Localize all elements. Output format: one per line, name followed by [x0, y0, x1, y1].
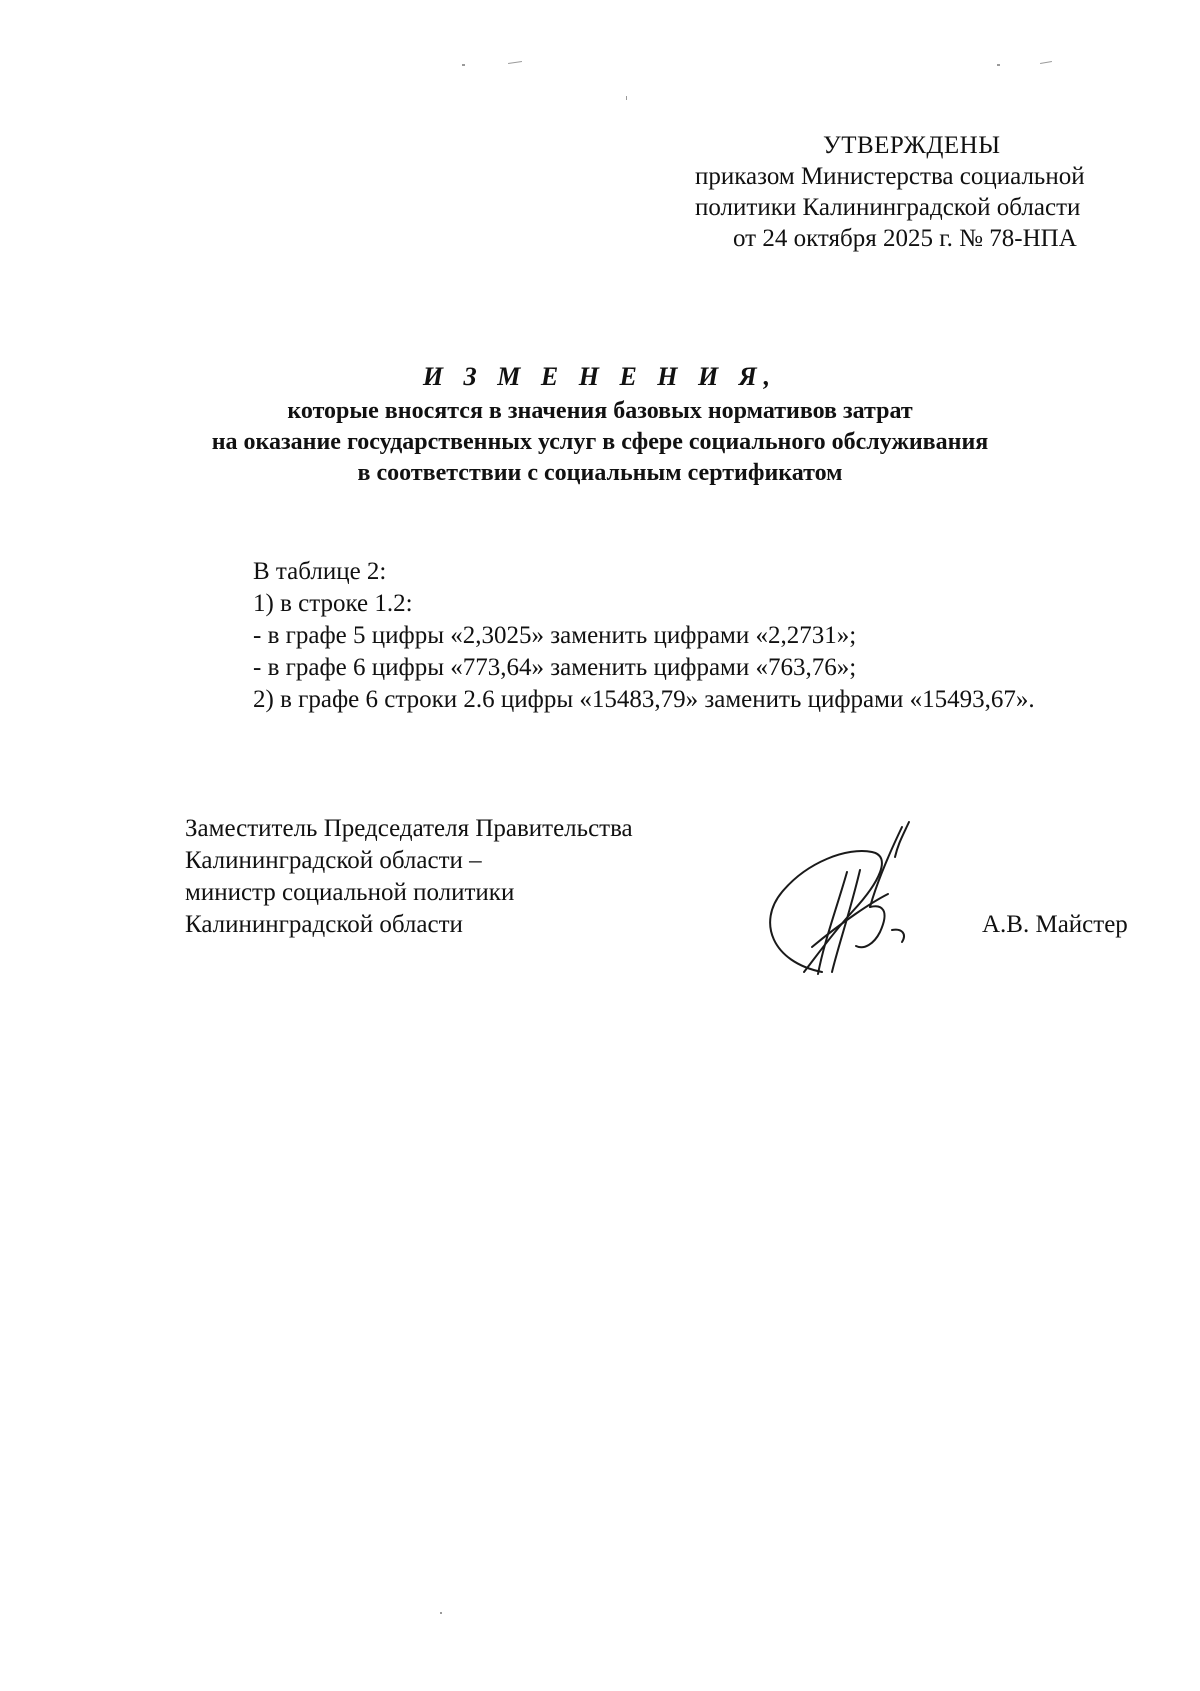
approval-block: [695, 130, 1165, 254]
approval-line-3: от 24 октября 2025 г. № 78-НПА: [733, 225, 1077, 252]
amendments-body: [253, 556, 1153, 716]
amendment-item-2: 2) в графе 6 строки 2.6 цифры «15483,79» заменить цифрами «15493,67».: [253, 686, 1035, 713]
scan-speck: [440, 1612, 442, 1614]
document-title: И З М Е Н Е Н И Я,: [422, 362, 778, 391]
amendment-item-1: 1) в строке 1.2:: [253, 590, 413, 617]
amendment-intro: В таблице 2:: [253, 558, 387, 585]
handwritten-signature: [752, 812, 932, 982]
scan-speck: [997, 64, 1000, 66]
scan-speck: [626, 96, 627, 100]
document-title-block: [60, 360, 1140, 489]
approval-line-1: приказом Министерства социальной: [695, 163, 1085, 190]
amendment-item-1a: - в графе 5 цифры «2,3025» заменить цифрами «2,2731»;: [253, 622, 857, 649]
document-subtitle-line-1: которые вносятся в значения базовых нормативов затрат: [287, 398, 913, 424]
signatory-name: А.В. Майстер: [982, 911, 1128, 938]
document-subtitle-line-3: в соответствии с социальным сертификатом: [357, 460, 843, 486]
scan-speck: [462, 64, 465, 66]
signatory-position-line-1: Заместитель Председателя Правительства: [185, 815, 633, 842]
signatory-position-line-3: министр социальной политики: [185, 879, 515, 906]
scan-speck: [1040, 61, 1052, 64]
signatory-position-line-4: Калининградской области: [185, 911, 463, 938]
signatory-position-line-2: Калининградской области –: [185, 847, 482, 874]
amendment-item-1b: - в графе 6 цифры «773,64» заменить цифрами «763,76»;: [253, 654, 857, 681]
signatory-position: [185, 813, 705, 941]
scan-speck: [508, 61, 522, 64]
approval-heading: УТВЕРЖДЕНЫ: [823, 132, 1001, 159]
document-subtitle-line-2: на оказание государственных услуг в сфере социального обслуживания: [211, 429, 989, 455]
approval-line-2: политики Калининградской области: [695, 194, 1081, 221]
